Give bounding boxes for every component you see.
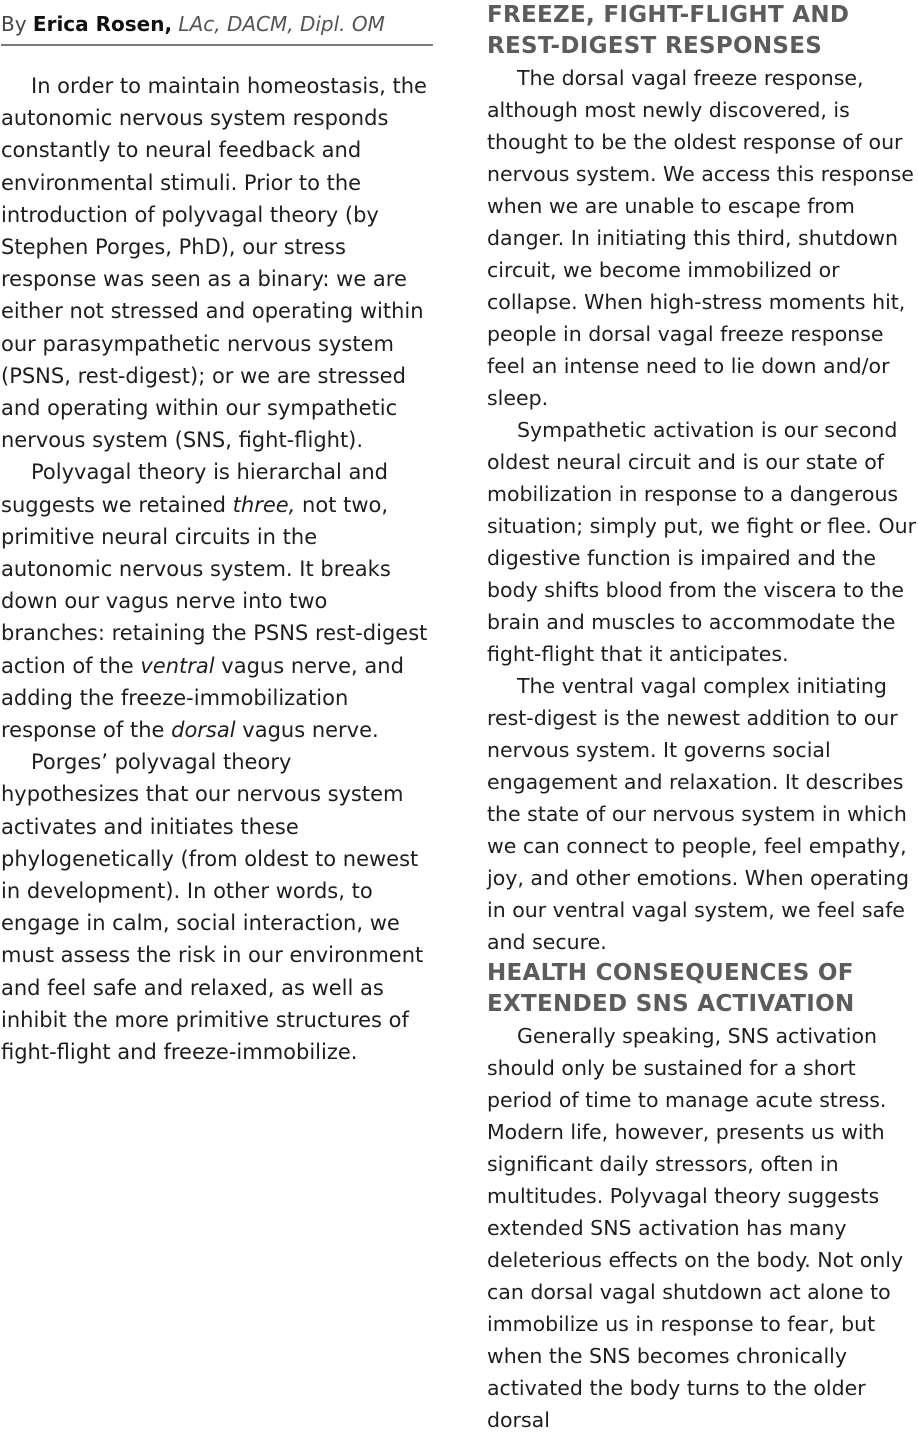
section-heading-responses: FREEZE, FIGHT-FLIGHT AND REST-DIGEST RESPONSES — [487, 2, 850, 59]
section-heading-health-consequences: HEALTH CONSEQUENCES OF EXTENDED SNS ACTIVATION — [487, 960, 855, 1017]
paragraph-sns-activation: Generally speaking, SNS activation should only be sustained for a short period of time to manage acute stress. Modern life, however, presents us with significant daily stressors, often in multitudes. Polyvagal theory suggests extended SNS activation has many deleterious effects on the body. Not only can dorsal vagal shutdown act alone to immobilize us in response to fear, but when the SNS becomes chronically activated the body turns to the older dorsal — [487, 1024, 904, 1432]
author-name: Erica Rosen, — [32, 12, 173, 36]
paragraph-intro: In order to maintain homeostasis, the autonomic nervous system responds constantly to neural feedback and environmental stimuli. Prior to the introduction of polyvagal theory (by Stephen Porges, PhD), our stress response was seen as a binary: we are either not stressed and operating within our parasympathetic nervous system (PSNS, rest-digest); or we are stressed and operating within our sympathetic nervous system (SNS, fight-flight). — [1, 74, 427, 453]
author-credentials: LAc, DACM, Dipl. OM — [178, 12, 385, 36]
right-column — [487, 0, 917, 1436]
emphasis-ventral: ventral — [140, 653, 215, 678]
emphasis-dorsal: dorsal — [171, 718, 236, 743]
byline — [1, 0, 433, 46]
left-body-text — [1, 70, 433, 1068]
paragraph-polyvagal-hierarchy: Polyvagal theory is hierarchal and suggests we retained three, not two, primitive neural circuits in the autonomic nervous system. It breaks down our vagus nerve into two branches: retaining the PSNS rest-digest action of the ventral vagus nerve, and adding the freeze-immobilization response of the dorsal vagus nerve. — [1, 460, 428, 743]
paragraph-ventral-vagal: The ventral vagal complex initiating rest-digest is the newest addition to our nervous system. It governs social engagement and relaxation. It describes the state of our nervous system in which we can connect to people, feel empathy, joy, and other emotions. When operating in our ventral vagal system, we feel safe and secure. — [487, 674, 910, 954]
byline-prefix: By — [1, 12, 27, 36]
paragraph-dorsal-vagal: The dorsal vagal freeze response, although most newly discovered, is thought to be the oldest response of our nervous system. We access this response when we are unable to escape from danger. In initiating this third, shutdown circuit, we become immobilized or collapse. When high-stress moments hit, people in dorsal vagal freeze response feel an intense need to lie down and/or sleep. — [487, 66, 914, 410]
emphasis-three: three, — [232, 492, 296, 517]
paragraph-porges-hypothesis: Porges’ polyvagal theory hypothesizes that our nervous system activates and initiates these phylogenetically (from oldest to newest in development). In other words, to engage in calm, social interaction, we must assess the risk in our environment and feel safe and relaxed, as well as inhibit the more primitive structures of fight-flight and freeze-immobilize. — [1, 750, 424, 1065]
paragraph-sympathetic: Sympathetic activation is our second oldest neural circuit and is our state of mobilization in response to a dangerous situation; simply put, we fight or flee. Our digestive function is impaired and the body shifts blood from the viscera to the brain and muscles to accommodate the fight-flight that it anticipates. — [487, 418, 917, 666]
left-column — [1, 0, 433, 1068]
